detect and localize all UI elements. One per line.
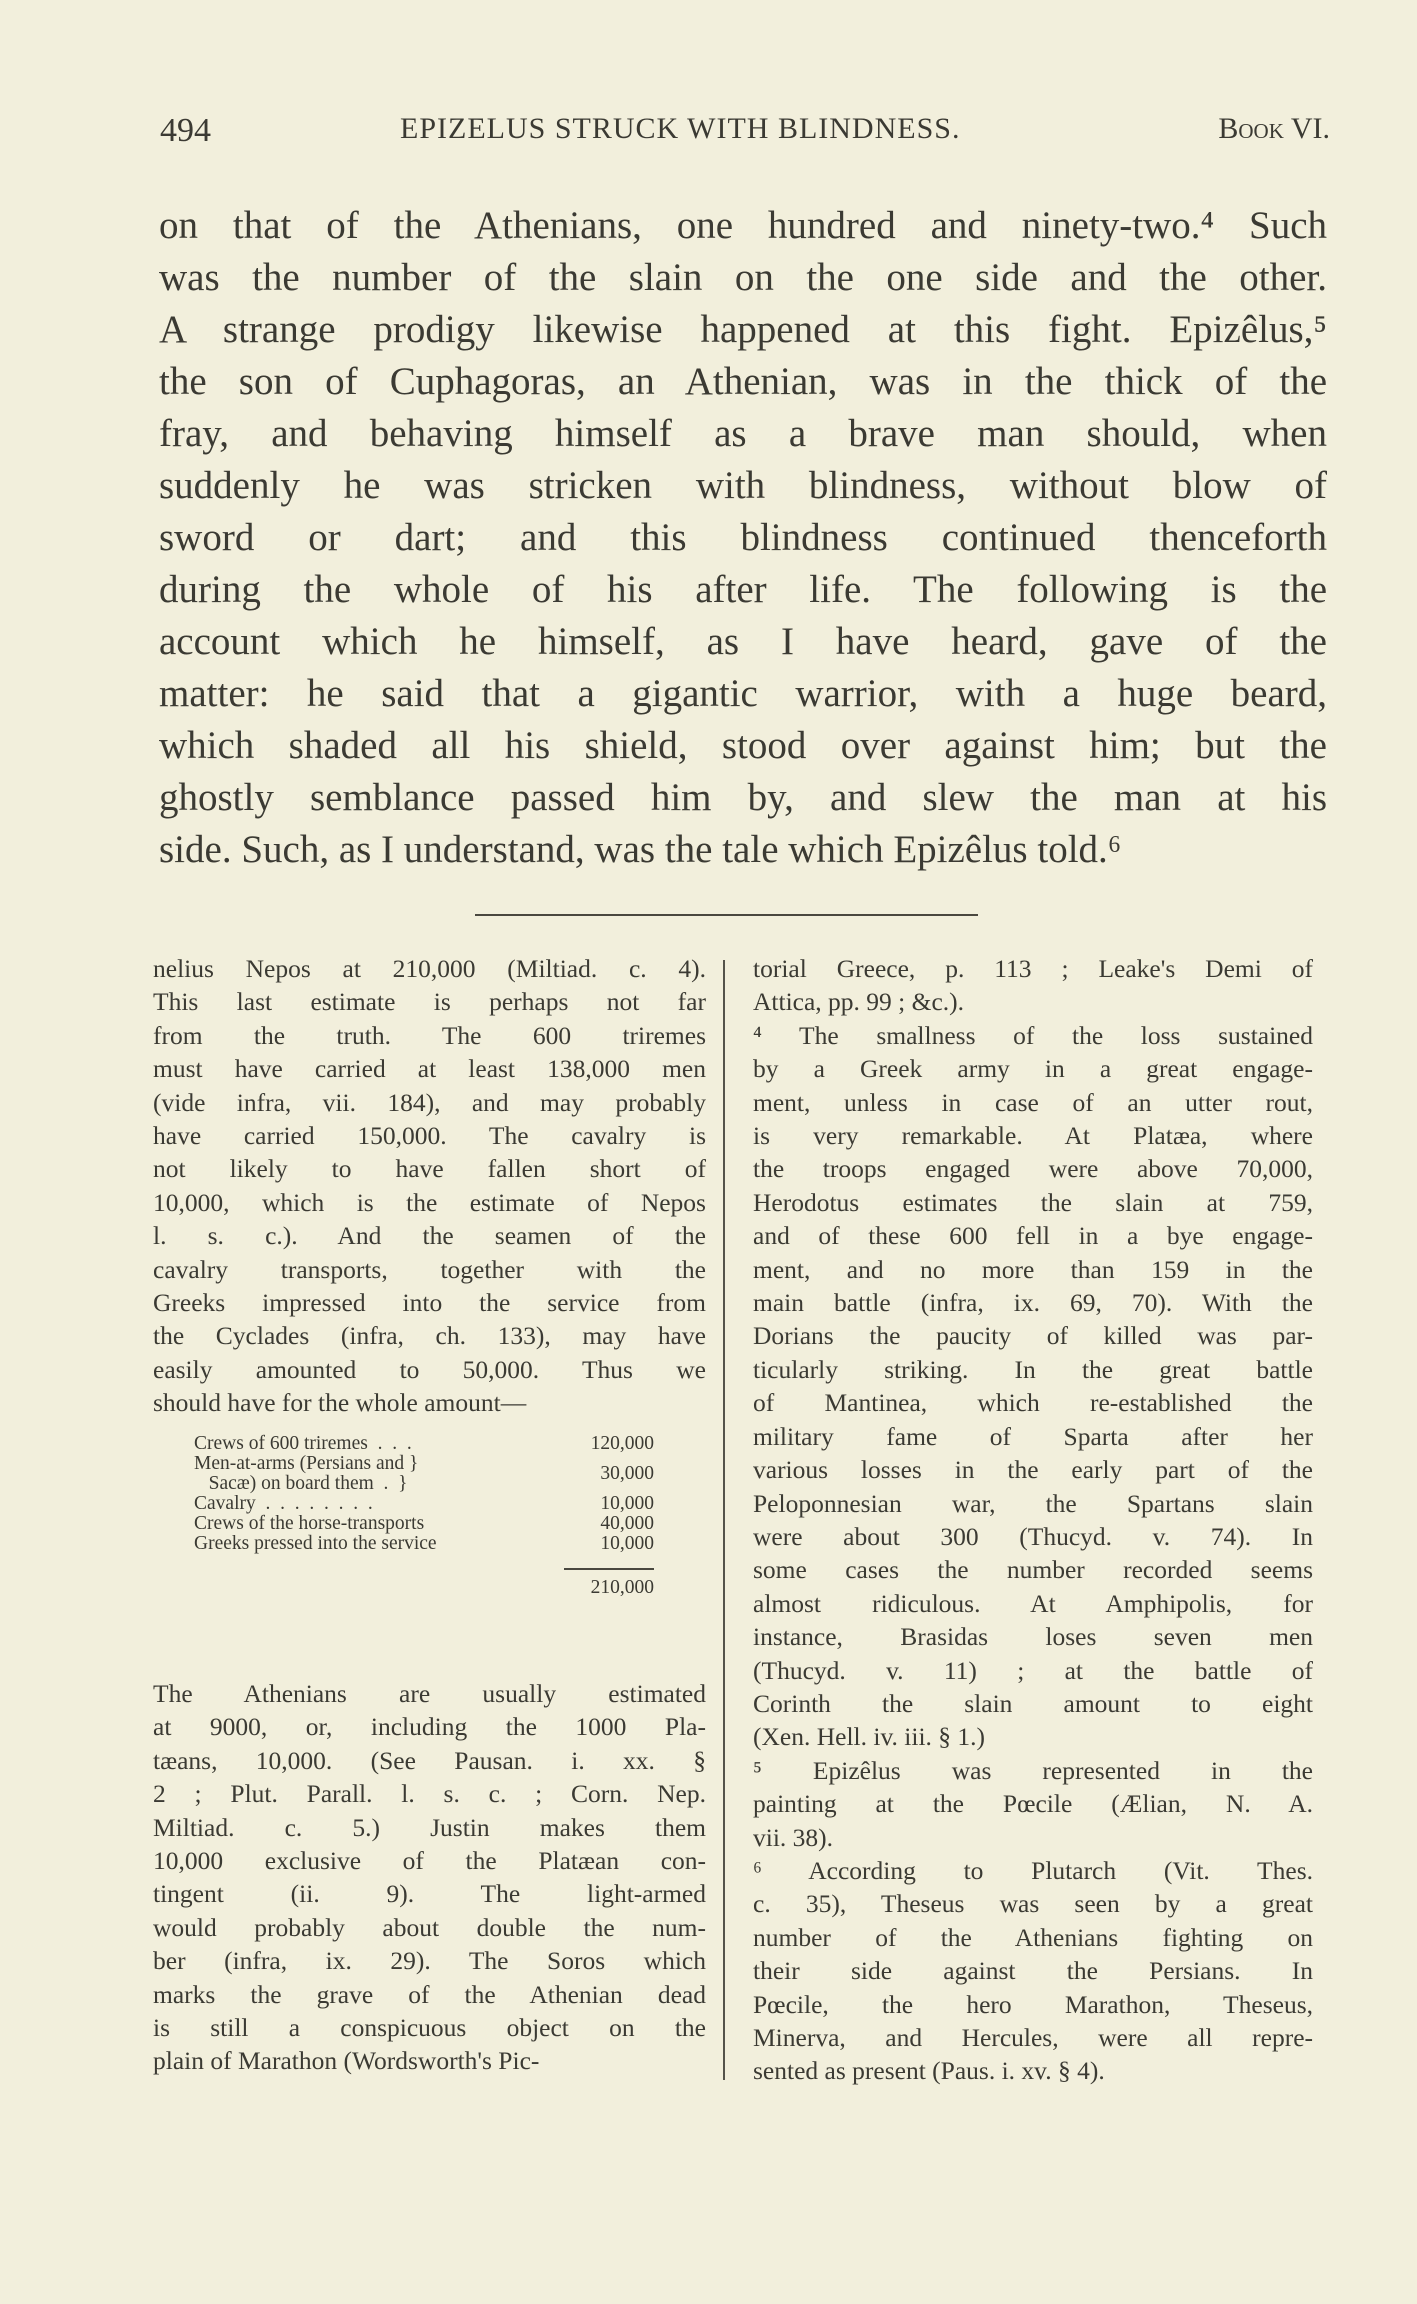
row-label: Cavalry . . . . . . . . [194, 1493, 373, 1514]
table-total: 210,000 [590, 1577, 654, 1598]
footnote-line: The Athenians are usually estimated [153, 1679, 706, 1708]
running-header [160, 112, 1330, 152]
text-line: which shaded all his shield, stood over against him; but the [159, 724, 1327, 767]
text-line: on that of the Athenians, one hundred and ninety-two.⁴ Such [159, 204, 1327, 247]
table-row [194, 1434, 654, 1454]
book-label: Book VI. [1218, 112, 1330, 145]
row-label: Greeks pressed into the service [194, 1533, 437, 1554]
footnote-line: sented as present (Paus. i. xv. § 4). [753, 2056, 1105, 2086]
footnote-line: plain of Marathon (Wordsworth's Pic- [153, 2046, 540, 2076]
row-value: 30,000 [600, 1463, 654, 1484]
footnote-line: (vide infra, vii. 184), and may probably [153, 1087, 706, 1117]
footnote-left-column-top [153, 952, 706, 1420]
footnote-line: must have carried at least 138,000 men [153, 1054, 706, 1084]
footnote-line: ⁵ Epizêlus was represented in the [753, 1755, 1313, 1785]
footnote-line: by a Greek army in a great engage- [753, 1054, 1313, 1084]
footnote-right-column [753, 952, 1313, 2088]
footnote-line: cavalry transports, together with the [153, 1254, 706, 1284]
row-value: 120,000 [590, 1433, 654, 1454]
footnote-line: ⁴ The smallness of the loss sustained [753, 1020, 1313, 1050]
footnote-line: painting at the Pœcile (Ælian, N. A. [753, 1789, 1313, 1819]
footnote-line: ticularly striking. In the great battle [753, 1354, 1313, 1384]
text-line: was the number of the slain on the one side and the other. [159, 256, 1327, 299]
footnote-line: vii. 38). [753, 1822, 834, 1852]
footnote-line: have carried 150,000. The cavalry is [153, 1121, 706, 1151]
footnote-line: Attica, pp. 99 ; &c.). [753, 987, 965, 1017]
footnote-line: is still a conspicuous object on the [153, 2013, 706, 2043]
column-divider [723, 960, 725, 2080]
text-line: suddenly he was stricken with blindness, without blow of [159, 464, 1327, 507]
main-text [159, 200, 1327, 876]
footnote-line: Herodotus estimates the slain at 759, [753, 1187, 1313, 1217]
sum-rule [564, 1568, 654, 1570]
text-line: A strange prodigy likewise happened at this fight. Epizêlus,⁵ [159, 308, 1327, 351]
footnote-line: instance, Brasidas loses seven men [753, 1622, 1313, 1652]
footnote-line: ment, and no more than 159 in the [753, 1254, 1313, 1284]
text-line: side. Such, as I understand, was the tale which Epizêlus told.⁶ [159, 828, 1122, 871]
footnote-line: main battle (infra, ix. 69, 70). With the [753, 1288, 1313, 1318]
footnote-line: of Mantinea, which re-established the [753, 1388, 1313, 1418]
text-line: sword or dart; and this blindness continued thenceforth [159, 516, 1327, 559]
footnote-line: Miltiad. c. 5.) Justin makes them [153, 1812, 706, 1842]
footnote-line: the Cyclades (infra, ch. 133), may have [153, 1321, 706, 1351]
footnote-line: 10,000 exclusive of the Platæan con- [153, 1846, 706, 1876]
footnote-line: from the truth. The 600 triremes [153, 1020, 706, 1050]
footnote-line: not likely to have fallen short of [153, 1154, 706, 1184]
page-number: 494 [160, 112, 211, 149]
row-label: Crews of the horse-transports [194, 1513, 425, 1534]
footnote-line: (Thucyd. v. 11) ; at the battle of [753, 1655, 1313, 1685]
footnote-line: Minerva, and Hercules, were all repre- [753, 2023, 1313, 2052]
table-row [194, 1494, 654, 1514]
footnote-left-column-bottom [153, 1677, 706, 2078]
footnote-line: 10,000, which is the estimate of Nepos [153, 1187, 706, 1217]
footnote-line: should have for the whole amount— [153, 1388, 527, 1418]
text-line: matter: he said that a gigantic warrior, with a huge beard, [159, 672, 1327, 715]
footnote-line: nelius Nepos at 210,000 (Miltiad. c. 4). [153, 954, 706, 983]
row-label: Crews of 600 triremes . . . [194, 1433, 412, 1454]
footnote-line: marks the grave of the Athenian dead [153, 1979, 706, 2009]
row-label: Men-at-arms (Persians and } Sacæ) on board them . } [194, 1453, 419, 1494]
table-row [194, 1454, 654, 1494]
footnote-line: various losses in the early part of the [753, 1455, 1313, 1485]
footnote-line: Greeks impressed into the service from [153, 1288, 706, 1318]
footnote-line: were about 300 (Thucyd. v. 74). In [753, 1521, 1313, 1551]
footnote-line: Dorians the paucity of killed was par- [753, 1321, 1313, 1351]
footnote-line: their side against the Persians. In [753, 1956, 1313, 1986]
troop-estimate-table [194, 1434, 654, 1598]
row-value: 10,000 [600, 1493, 654, 1514]
text-line: ghostly semblance passed him by, and slew the man at his [159, 776, 1327, 819]
footnote-line: ment, unless in case of an utter rout, [753, 1087, 1313, 1117]
footnote-line: torial Greece, p. 113 ; Leake's Demi of [753, 954, 1313, 983]
footnote-line: almost ridiculous. At Amphipolis, for [753, 1588, 1313, 1618]
row-value: 10,000 [600, 1533, 654, 1554]
footnote-line: number of the Athenians fighting on [753, 1922, 1313, 1952]
footnote-line: easily amounted to 50,000. Thus we [153, 1354, 706, 1384]
footnote-line: (Xen. Hell. iv. iii. § 1.) [753, 1722, 986, 1752]
footnote-line: Pœcile, the hero Marathon, Theseus, [753, 1989, 1313, 2019]
footnote-separator [475, 914, 978, 916]
text-line: fray, and behaving himself as a brave man should, when [159, 412, 1327, 455]
footnote-line: 2 ; Plut. Parall. l. s. c. ; Corn. Nep. [153, 1779, 706, 1809]
table-row [194, 1534, 654, 1554]
footnote-line: tæans, 10,000. (See Pausan. i. xx. § [153, 1745, 706, 1775]
footnote-line: tingent (ii. 9). The light-armed [153, 1879, 706, 1909]
footnote-line: Peloponnesian war, the Spartans slain [753, 1488, 1313, 1518]
footnote-line: c. 35), Theseus was seen by a great [753, 1889, 1313, 1919]
footnote-line: is very remarkable. At Platæa, where [753, 1121, 1313, 1151]
footnote-line: some cases the number recorded seems [753, 1555, 1313, 1585]
footnote-line: ⁶ According to Plutarch (Vit. Thes. [753, 1855, 1313, 1885]
text-line: account which he himself, as I have heard, gave of the [159, 620, 1327, 663]
footnote-line: would probably about double the num- [153, 1912, 706, 1942]
footnote-line: military fame of Sparta after her [753, 1421, 1313, 1451]
table-row [194, 1514, 654, 1534]
footnote-line: the troops engaged were above 70,000, [753, 1154, 1313, 1184]
text-line: the son of Cuphagoras, an Athenian, was in the thick of the [159, 360, 1327, 403]
text-line: during the whole of his after life. The following is the [159, 568, 1327, 611]
footnote-line: This last estimate is perhaps not far [153, 987, 706, 1017]
footnote-line: and of these 600 fell in a bye engage- [753, 1221, 1313, 1251]
running-title: EPIZELUS STRUCK WITH BLINDNESS. [400, 112, 961, 145]
footnote-line: l. s. c.). And the seamen of the [153, 1221, 706, 1251]
footnote-line: at 9000, or, including the 1000 Pla- [153, 1712, 706, 1742]
row-value: 40,000 [600, 1513, 654, 1534]
footnote-line: ber (infra, ix. 29). The Soros which [153, 1946, 706, 1976]
footnote-line: Corinth the slain amount to eight [753, 1688, 1313, 1718]
